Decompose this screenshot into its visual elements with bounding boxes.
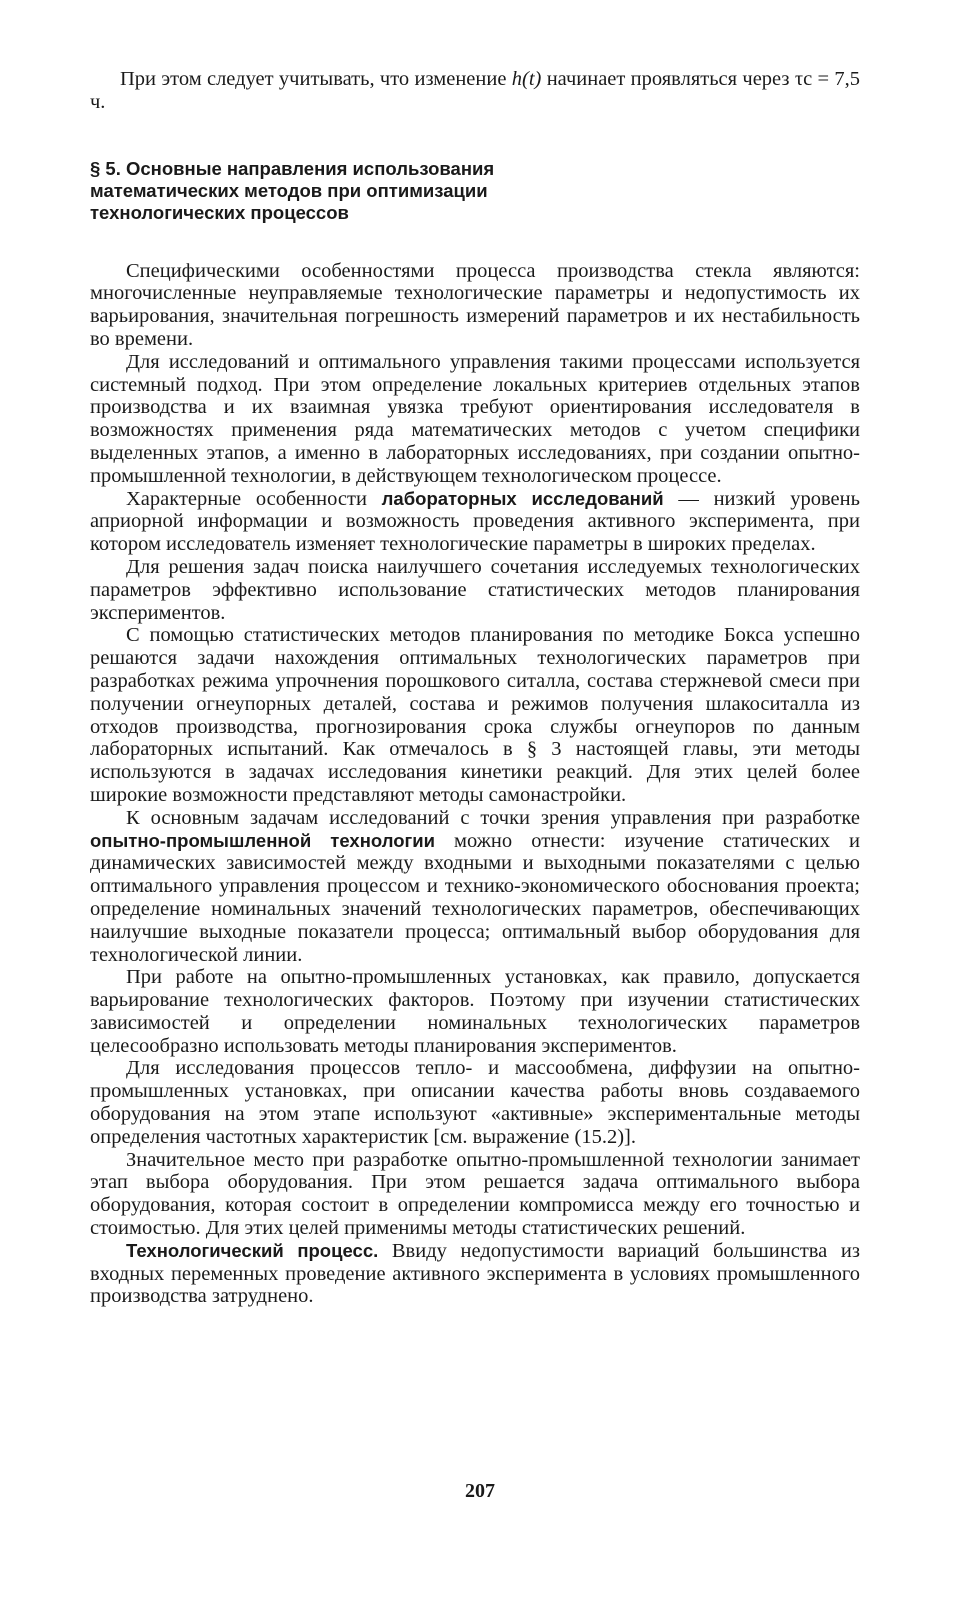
paragraph-5: С помощью статистических методов планирования по методике Бокса успешно решаются задачи нахождения оптимальных технологических параметров при разработках режима упрочнения порошкового ситалла, состава стержневой смеси при получении огнеупорных деталей, состава и режимов получения шлакоситалла из отходов производства, прогнозирования срока службы огнеупоров по данным лабораторных испытаний. Как отмечалось в § 3 настоящей главы, эти методы используются в задачах исследования кинетики реакций. Для этих целей более широкие возможности представляют методы самонастройки. bbox=[90, 624, 860, 806]
term-technological-process: Технологический процесс. bbox=[126, 1239, 379, 1261]
intro-text-pre: При этом следует учитывать, что изменение bbox=[120, 68, 512, 90]
paragraph-7: При работе на опытно-промышленных установках, как правило, допускается варьирование технологических факторов. Поэтому при изучении статистических зависимостей и определении номинальных технологических параметров целесообразно использовать методы планирования экспериментов. bbox=[90, 966, 860, 1057]
paragraph-3-pre: Характерные особенности bbox=[126, 487, 382, 510]
paragraph-2: Для исследований и оптимального управления такими процессами используется системный подход. При этом определение локальных критериев отдельных этапов производства и их взаимная увязка требуют ориентирования исследователя в возможностях применения ряда математических методов с учетом специфики выделенных этапов, а именно в лабораторных исследованиях, при создании опытно-промышленной технологии, в действующем технологическом процессе. bbox=[90, 350, 860, 487]
page-content bbox=[90, 68, 860, 1308]
section-title: § 5. Основные направления использования математических методов при оптимизации технологических процессов bbox=[90, 157, 495, 223]
term-pilot-technology: опытно-промышленной технологии bbox=[90, 829, 435, 851]
paragraph-8: Для исследования процессов тепло- и массообмена, диффузии на опытно-промышленных установках, при описании качества работы вновь создаваемого оборудования на этом этапе используют «активные» экспериментальные методы определения частотных характеристик [см. выражение (15.2)]. bbox=[90, 1057, 860, 1148]
paragraph-3-post: — низкий уровень априорной информации и возможность проведения активного эксперимента, при котором исследователь изменяет технологические параметры в широких пределах. bbox=[90, 487, 860, 556]
intro-paragraph bbox=[90, 68, 860, 114]
intro-text-post: начинает проявляться через τc = 7,5 ч. bbox=[90, 68, 860, 113]
paragraph-10 bbox=[90, 1240, 860, 1308]
paragraph-6-pre: К основным задачам исследований с точки зрения управления при разработке bbox=[126, 806, 860, 829]
paragraph-6 bbox=[90, 807, 860, 967]
page-number: 207 bbox=[465, 1480, 495, 1502]
paragraph-6-post: можно отнести: изучение статических и динамических зависимостей между входными и выходными показателями с целью оптимального управления процессом и технико-экономического обоснования проекта; определение номинальных значений технологических параметров, обеспечивающих наилучшие выходные показатели процесса; оптимальный выбор оборудования для технологической линии. bbox=[90, 829, 861, 966]
intro-function: h(t) bbox=[511, 68, 542, 90]
paragraph-3 bbox=[90, 488, 860, 556]
paragraph-1: Специфическими особенностями процесса производства стекла являются: многочисленные неуправляемые технологические параметры и недопустимость их варьирования, значительная погрешность измерений параметров и их нестабильность во времени. bbox=[90, 259, 860, 350]
paragraph-4: Для решения задач поиска наилучшего сочетания исследуемых технологических параметров эффективно использование статистических методов планирования экспериментов. bbox=[90, 555, 860, 624]
paragraph-10-post: Ввиду недопустимости вариаций большинства из входных переменных проведение активного эксперимента в условиях промышленного производства затруднено. bbox=[90, 1239, 860, 1308]
term-laboratory-research: лабораторных исследований bbox=[381, 487, 664, 509]
paragraph-9: Значительное место при разработке опытно-промышленной технологии занимает этап выбора оборудования. При этом решается задача оптимального выбора оборудования, которая состоит в определении компромисса между его точностью и стоимостью. Для этих целей применимы методы статистических решений. bbox=[90, 1148, 860, 1240]
section-body bbox=[90, 260, 860, 1309]
